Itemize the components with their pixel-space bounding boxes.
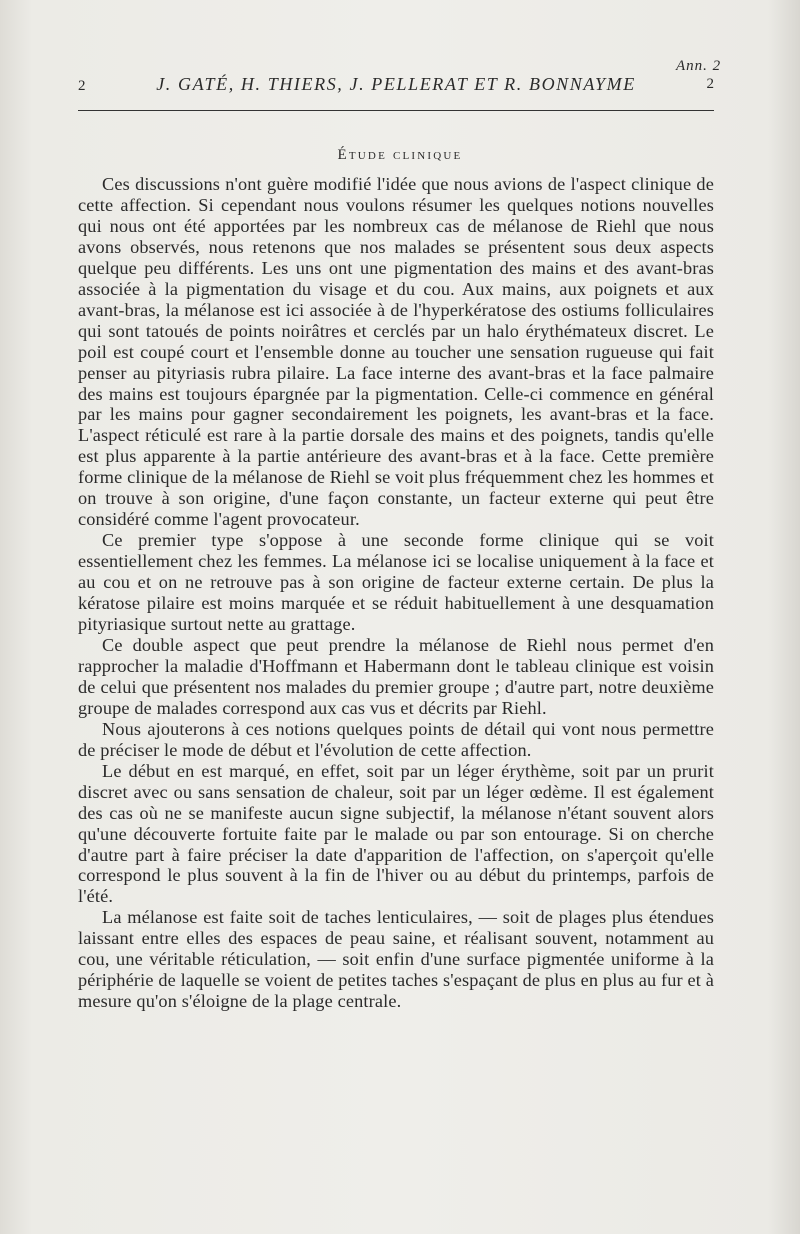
corner-annotation: Ann. 2 <box>676 58 722 74</box>
header-authors: J. GATÉ, H. THIERS, J. PELLERAT ET R. BONNAYME <box>156 74 636 94</box>
header-rule <box>78 110 714 111</box>
running-header <box>78 74 714 102</box>
page-number-left: 2 <box>78 78 86 94</box>
paragraph-4: Nous ajouterons à ces notions quelques points de détail qui vont nous permettre de préciser le mode de début et l'évolution de cette affection. <box>78 718 714 760</box>
paragraph-2: Ce premier type s'oppose à une seconde forme clinique qui se voit essentiellement chez les femmes. La mélanose ici se localise uniquement à la face et au cou et on ne retrouve pas à son origine de facteur externe certain. De plus la kératose pilaire est moins marquée et se réduit habituellement à une desquamation pityriasique surtout nette au grattage. <box>78 530 714 635</box>
paragraph-6: La mélanose est faite soit de taches lenticulaires, — soit de plages plus étendues laissant entre elles des espaces de peau saine, et réalisant souvent, notamment au cou, une véritable réticulation, — soit enfin d'une surface pigmentée uniforme à la périphérie de laquelle se voient de petites taches s'espaçant de plus en plus au fur et à mesure qu'on s'éloigne de la plage centrale. <box>78 907 714 1012</box>
paragraph-3: Ce double aspect que peut prendre la mélanose de Riehl nous permet d'en rapprocher la maladie d'Hoffmann et Habermann dont le tableau clinique est voisin de celui que présentent nos malades du premier groupe ; d'autre part, notre deuxième groupe de malades correspond aux cas vus et décrits par Riehl. <box>78 634 714 718</box>
body-text <box>78 174 714 1012</box>
page-number-right: 2 <box>706 76 714 92</box>
paragraph-5: Le début en est marqué, en effet, soit par un léger érythème, soit par un prurit discret avec ou sans sensation de chaleur, soit par un léger œdème. Il est également des cas où ne se manifeste aucun signe subjectif, la mélanose n'étant souvent alors qu'une découverte fortuite faite par le malade ou par son entourage. Si on cherche d'autre part à faire préciser la date d'apparition de l'affection, on s'aperçoit qu'elle correspond le plus souvent à la fin de l'hiver ou au début du printemps, parfois de l'été. <box>78 760 714 907</box>
section-title: Étude clinique <box>337 147 463 163</box>
paragraph-1: Ces discussions n'ont guère modifié l'idée que nous avions de l'aspect clinique de cette affection. Si cependant nous voulons résumer les quelques notions nouvelles qui nous ont été apportées par les nombreux cas de mélanose de Riehl que nous avons observés, nous retenons que nos malades se présentent sous deux aspects quelque peu différents. Les uns ont une pigmentation des mains et des avant-bras associée à la pigmentation du visage et du cou. Aux mains, aux poignets et aux avant-bras, la mélanose est ici associée à de l'hyperkératose des ostiums folliculaires qui sont tatoués de points noirâtres et cerclés par un halo érythémateux discret. Le poil est coupé court et l'ensemble donne au toucher une sensation rugueuse qui fait penser au pityriasis rubra pilaire. La face interne des avant-bras et la face palmaire des mains est toujours épargnée par la pigmentation. Celle-ci commence en général par les mains pour gagner secondairement les poignets, les avant-bras et la face. L'aspect réticulé est rare à la partie dorsale des mains et des poignets, tandis qu'elle est plus apparente à la partie antérieure des avant-bras et à la face. Cette première forme clinique de la mélanose de Riehl se voit plus fréquemment chez les hommes et on trouve à son origine, d'une façon constante, un facteur externe qui peut être considéré comme l'agent provocateur. <box>78 174 714 530</box>
